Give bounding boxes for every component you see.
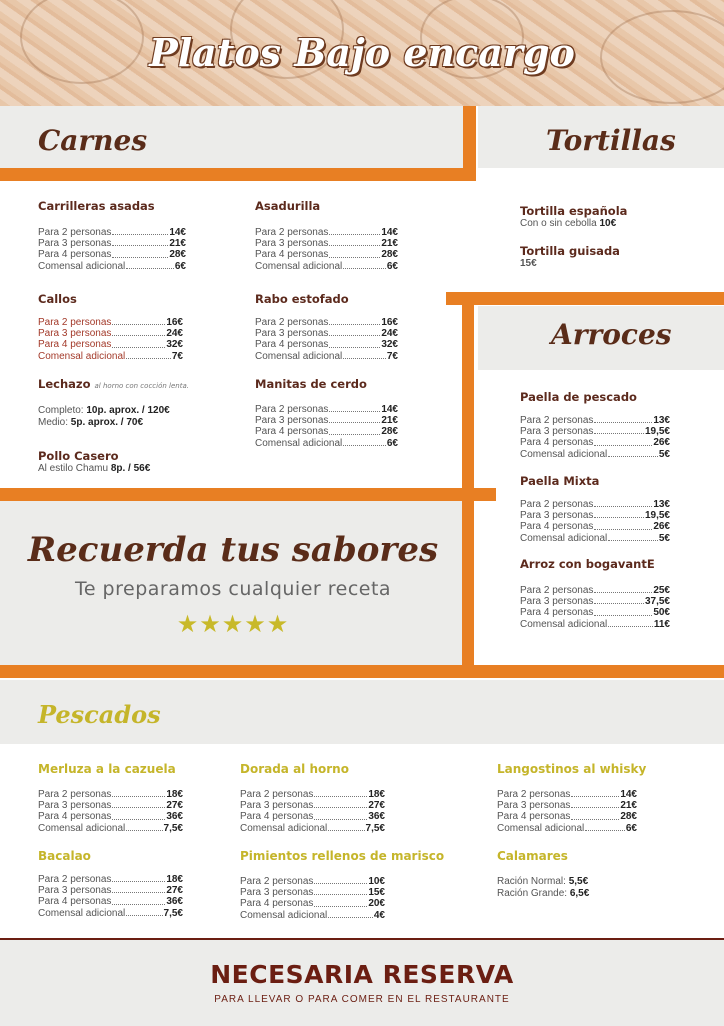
price-row: Para 2 personas 14€ xyxy=(38,227,186,238)
price-row: Para 2 personas 14€ xyxy=(255,404,398,415)
dish-name: Rabo estofado xyxy=(255,292,349,306)
price-row: Al estilo Chamu 8p. / 56€ xyxy=(38,463,151,474)
price-row: Para 4 personas 36€ xyxy=(240,811,385,823)
price-row: Para 3 personas 27€ xyxy=(240,800,385,812)
price-row: Para 4 personas 32€ xyxy=(38,339,183,351)
pollo-block xyxy=(38,449,238,475)
price-row: Medio: 5p. aprox. / 70€ xyxy=(38,417,144,428)
dish-name: Tortilla española xyxy=(520,204,628,218)
price-list xyxy=(38,789,183,834)
price-row: Para 3 personas 19,5€ xyxy=(520,510,670,522)
star-icon: ★ xyxy=(199,611,222,638)
price-row: Para 2 personas 25€ xyxy=(520,585,670,596)
carnes-title: Carnes xyxy=(38,124,148,157)
price-row: Para 2 personas 14€ xyxy=(497,789,637,800)
price-row: Comensal adicional 7,5€ xyxy=(38,907,183,919)
price-row: Para 3 personas 21€ xyxy=(255,415,398,427)
star-icon: ★ xyxy=(244,611,267,638)
price-list xyxy=(520,585,670,630)
paella-mixta-block xyxy=(520,474,670,544)
price-row: Para 3 personas 24€ xyxy=(255,328,398,340)
price-row: Para 4 personas 36€ xyxy=(38,811,183,823)
dish-name: Pollo Casero xyxy=(38,449,119,463)
rabo-block xyxy=(255,292,398,362)
price-row: Para 2 personas 13€ xyxy=(520,499,670,510)
price-row: Para 4 personas 50€ xyxy=(520,607,670,619)
price-row: Para 4 personas 28€ xyxy=(38,249,186,261)
price-row: Para 4 personas 20€ xyxy=(240,898,385,910)
price-row: Para 2 personas 10€ xyxy=(240,876,385,887)
price-row: Para 2 personas 14€ xyxy=(255,227,398,238)
tortillas-title: Tortillas xyxy=(546,124,676,157)
price-row: Comensal adicional 6€ xyxy=(255,260,398,272)
price-row: Para 4 personas 28€ xyxy=(497,811,637,823)
price-row: Para 4 personas 36€ xyxy=(38,896,183,908)
price-row: Para 2 personas 18€ xyxy=(38,789,183,800)
price-row: Ración Grande: 6,5€ xyxy=(497,888,590,899)
orange-divider xyxy=(0,665,724,678)
pescados-title: Pescados xyxy=(38,700,161,729)
price-row: Para 3 personas 21€ xyxy=(255,238,398,250)
pimientos-block xyxy=(240,849,445,921)
dish-name: Paella de pescado xyxy=(520,390,637,404)
orange-divider xyxy=(0,168,476,181)
carrilleras-block xyxy=(38,199,186,272)
dish-name: Paella Mixta xyxy=(520,474,600,488)
price-row: Para 3 personas 21€ xyxy=(38,238,186,250)
paella-pescado-block xyxy=(520,390,670,460)
star-icon: ★ xyxy=(176,611,200,638)
price-list xyxy=(255,227,398,272)
dish-name: Pimientos rellenos de marisco xyxy=(240,849,445,863)
merluza-block xyxy=(38,762,183,834)
dish-name: Callos xyxy=(38,292,77,306)
price-row: Comensal adicional 7€ xyxy=(38,350,183,362)
rating-stars xyxy=(0,610,466,639)
price-row: Completo: 10p. aprox. / 120€ xyxy=(38,405,170,416)
price-row: Comensal adicional 5€ xyxy=(520,448,670,460)
price-row: Para 4 personas 26€ xyxy=(520,437,670,449)
footer xyxy=(0,938,724,1026)
bacalao-block xyxy=(38,849,183,919)
price-row: Para 4 personas 28€ xyxy=(255,426,398,438)
price-row: Ración Normal: 5,5€ xyxy=(497,876,589,887)
price-list xyxy=(38,405,238,429)
orange-divider xyxy=(463,106,476,181)
price-row: Para 3 personas 27€ xyxy=(38,885,183,897)
dish-name: Tortilla guisada xyxy=(520,244,620,258)
dish-name: Bacalao xyxy=(38,849,91,863)
price-list xyxy=(240,789,385,834)
dish-name: Langostinos al whisky xyxy=(497,762,647,776)
header-banner xyxy=(0,0,724,106)
reservation-title: NECESARIA RESERVA xyxy=(210,960,514,989)
price-row: Para 3 personas 24€ xyxy=(38,328,183,340)
price-row: Para 3 personas 21€ xyxy=(497,800,637,812)
promo-subtitle: Te preparamos cualquier receta xyxy=(74,578,392,600)
dish-name: Calamares xyxy=(497,849,568,863)
price-list xyxy=(240,876,385,921)
dish-name: Asadurilla xyxy=(255,199,321,213)
price-row: Comensal adicional 7,5€ xyxy=(38,822,183,834)
price-row: Comensal adicional 5€ xyxy=(520,532,670,544)
price-list xyxy=(38,317,183,362)
langostinos-block xyxy=(497,762,647,834)
orange-divider xyxy=(446,292,724,305)
dish-name: Arroz con bogavantE xyxy=(520,557,655,571)
price-list xyxy=(38,227,186,272)
dish-name: Merluza a la cazuela xyxy=(38,762,176,776)
price-row: Para 3 personas 19,5€ xyxy=(520,426,670,438)
price-list xyxy=(38,874,183,919)
price-row: Para 3 personas 37,5€ xyxy=(520,596,670,608)
price-row: Para 2 personas 18€ xyxy=(240,789,385,800)
lechazo-block xyxy=(38,377,238,429)
price-row: Para 3 personas 27€ xyxy=(38,800,183,812)
price-row: Para 2 personas 16€ xyxy=(255,317,398,328)
reservation-subtitle: PARA LLEVAR O PARA COMER EN EL RESTAURANTE xyxy=(214,994,510,1005)
price-row: Para 3 personas 15€ xyxy=(240,887,385,899)
price-list xyxy=(497,876,677,900)
price-row: Comensal adicional 4€ xyxy=(240,909,385,921)
dorada-block xyxy=(240,762,385,834)
promo-title: Recuerda tus sabores xyxy=(27,530,439,570)
page-title: Platos Bajo encargo xyxy=(149,30,575,75)
price-row: Para 4 personas 26€ xyxy=(520,521,670,533)
price-row: Para 4 personas 28€ xyxy=(255,249,398,261)
dish-name: Lechazo al horno con cocción lenta. xyxy=(38,377,189,391)
asadurilla-block xyxy=(255,199,398,272)
manitas-block xyxy=(255,377,398,449)
tortilla-guisada-block xyxy=(520,244,710,270)
dish-name: Manitas de cerdo xyxy=(255,377,367,391)
star-icon: ★ xyxy=(221,611,245,638)
dish-name: Dorada al horno xyxy=(240,762,349,776)
price-row: Comensal adicional 7€ xyxy=(255,350,398,362)
callos-block xyxy=(38,292,183,362)
price-row: Comensal adicional 11€ xyxy=(520,618,670,630)
price-list xyxy=(520,499,670,544)
price-list xyxy=(255,404,398,449)
price-row: Comensal adicional 6€ xyxy=(38,260,186,272)
tortilla-espanola-block xyxy=(520,204,710,230)
arroces-title: Arroces xyxy=(551,318,672,351)
price-list xyxy=(497,789,637,834)
price-row: 15€ xyxy=(520,258,537,269)
price-row: Para 4 personas 32€ xyxy=(255,339,398,351)
price-row: Comensal adicional 6€ xyxy=(255,437,398,449)
star-icon: ★ xyxy=(266,611,290,638)
price-row: Para 2 personas 18€ xyxy=(38,874,183,885)
price-list xyxy=(255,317,398,362)
dish-note: al horno con cocción lenta. xyxy=(94,382,189,390)
price-row: Comensal adicional 7,5€ xyxy=(240,822,385,834)
dish-name: Carrilleras asadas xyxy=(38,199,155,213)
arroz-bogavante-block xyxy=(520,557,670,630)
orange-divider xyxy=(0,488,496,501)
price-row: Con o sin cebolla 10€ xyxy=(520,218,617,229)
price-list xyxy=(520,415,670,460)
price-row: Comensal adicional 6€ xyxy=(497,822,637,834)
price-row: Para 2 personas 16€ xyxy=(38,317,183,328)
calamares-block xyxy=(497,849,677,900)
price-row: Para 2 personas 13€ xyxy=(520,415,670,426)
